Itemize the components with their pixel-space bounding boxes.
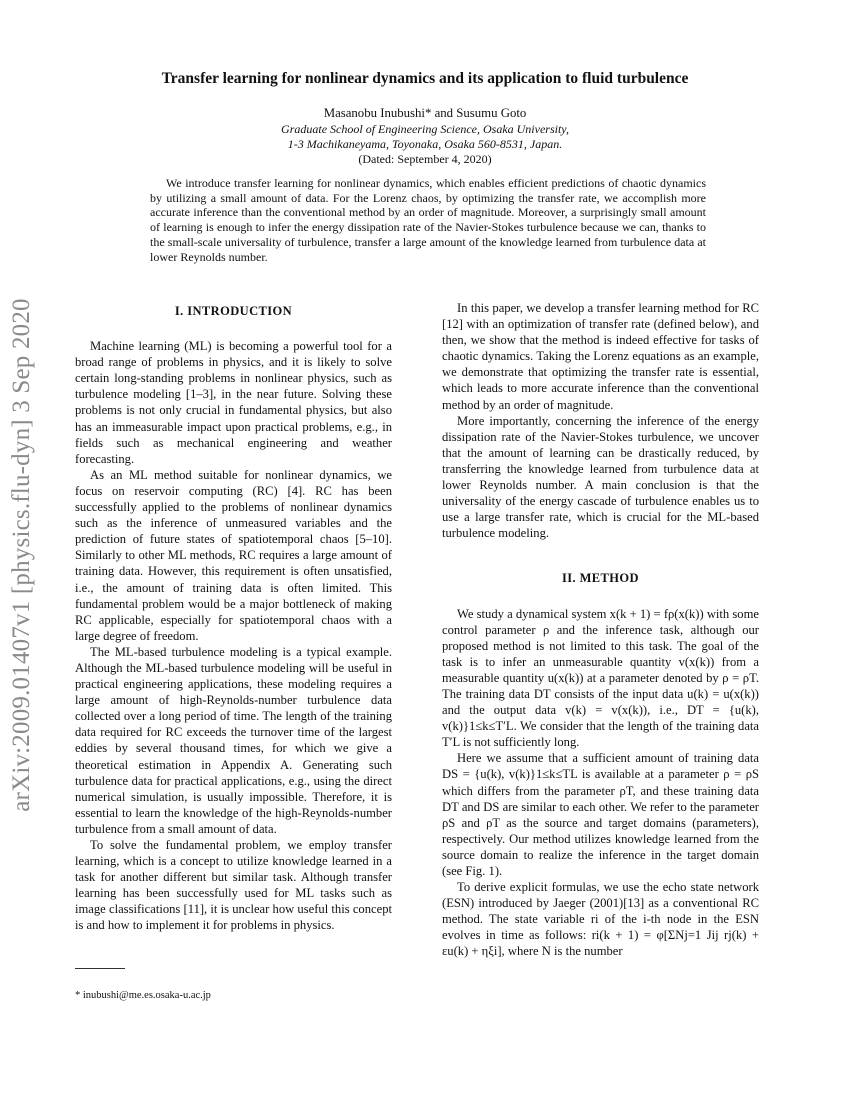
arxiv-id: arXiv:2009.01407v1 [physics.flu-dyn] 3 Sep 2020 [8, 298, 35, 812]
left-column [75, 300, 392, 934]
intro-paragraph: The ML-based turbulence modeling is a typical example. Although the ML-based turbulence modeling will be useful in practical engineering applications, these modeling requires a large amount of high-Reynolds-number turbulence data collected over a long period of time. The length of the training data required for RC exceeds the turnover time of the largest eddies by several thousand times, for which we give a theoretical estimation in Appendix A. Generating such turbulence data for practical applications, e.g., using the direct numerical simulation, is usually impossible. Therefore, it is essential to learn the knowledge of the high-Reynolds-number turbulence from a small amount of data. [75, 644, 392, 836]
intro-paragraph: More importantly, concerning the inference of the energy dissipation rate of the Navier-Stokes turbulence, we uncover that the amount of learning can be drastically reduced, by transferring the knowledge learned from turbulence data at lower Reynolds number. A main conclusion is that the universality of the energy cascade of turbulence enables us to use a large transfer rate, which is crucial for the ML-based turbulence modeling. [442, 413, 759, 541]
abstract: We introduce transfer learning for nonlinear dynamics, which enables efficient predictions of chaotic dynamics by utilizing a small amount of data. For the Lorenz chaos, by optimizing the transfer rate, we accomplish more accurate inference than the conventional method by an order of magnitude. Moreover, a surprisingly small amount of learning is enough to infer the energy dissipation rate of the Navier-Stokes turbulence because we can, thanks to the small-scale universality of turbulence, transfer a large amount of the knowledge learned from turbulence data at lower Reynolds number. [150, 176, 706, 264]
footnote-email: * inubushi@me.es.osaka-u.ac.jp [75, 990, 211, 1001]
affiliation-line-1: Graduate School of Engineering Science, Osaka University, [281, 122, 569, 136]
method-paragraph: We study a dynamical system x(k + 1) = fρ(x(k)) with some control parameter ρ and the inference task, although our proposed method is not limited to this task. The goal of the task is to infer an unmeasurable quantity v(x(k)) from a measurable quantity u(x(k)) at a parameter denoted by ρ = ρT. The training data DT consists of the input data u(k) = u(x(k)) and the output data v(k) = v(x(k)), i.e., DT = {u(k), v(k)}1≤k≤T′L. We consider that the length of the training data T′L is not sufficiently long. [442, 606, 759, 750]
intro-paragraph: Machine learning (ML) is becoming a powerful tool for a broad range of problems in physics, and it is likely to solve certain long-standing problems in nonlinear physics, such as turbulence modeling [1–3], in the near future. Solving these problems is not only crucial in fundamental physics, but also has an immeasurable impact upon practical problems, e.g., in fields such as mechanical engineering and weather forecasting. [75, 339, 392, 466]
footnote-rule [75, 968, 125, 969]
intro-paragraph: In this paper, we develop a transfer learning method for RC [12] with an optimization of transfer rate (defined below), and then, we show that the method is indeed effective for tasks of chaotic dynamics. Taking the Lorenz equations as an example, we demonstrate that optimizing the transfer rate is essential, which leads to more accurate inference than the conventional method by an order of magnitude. [442, 301, 759, 412]
arxiv-side-stamp [2, 235, 42, 875]
section-1-heading: I. INTRODUCTION [174, 304, 293, 318]
paper-title: Transfer learning for nonlinear dynamics and its application to fluid turbulence [161, 70, 689, 87]
intro-paragraph: To solve the fundamental problem, we employ transfer learning, which is a concept to utilize knowledge learned in a task for another different but similar task. Although transfer learning has been successfully used for ML tasks such as image classifications [11], it is unclear how useful this concept is and how to implement it for problems in physics. [75, 838, 392, 933]
intro-paragraph: As an ML method suitable for nonlinear dynamics, we focus on reservoir computing (RC) [4]. RC has been successfully applied to the problems of nonlinear dynamics such as the inference of unmeasured variables and the prediction of future states of spatiotemporal chaos [5–10]. Similarly to other ML methods, RC requires a large amount of training data. However, this requirement is often unsatisfied, i.e., the amount of training data is often limited. This fundamental problem would be a major bottleneck of making RC applicable, especially for spatiotemporal chaos with a large degree of freedom. [75, 467, 392, 643]
date-line: (Dated: September 4, 2020) [358, 152, 492, 166]
authors: Masanobu Inubushi* and Susumu Goto [323, 106, 527, 120]
section-2-heading: II. METHOD [562, 571, 639, 586]
right-column [442, 300, 759, 960]
method-paragraph: Here we assume that a sufficient amount of training data DS = {u(k), v(k)}1≤k≤TL is available at a parameter ρ = ρS which differs from the parameter ρT, and these training data DT and DS are similar to each other. We refer to the parameter ρS and ρT as the source and target domains (parameters), respectively. Our method utilizes knowledge learned from the source domain to realize the inference in the target domain (see Fig. 1). [442, 751, 759, 878]
method-paragraph: To derive explicit formulas, we use the echo state network (ESN) introduced by Jaeger (2001)[13] as a conventional RC method. The state variable ri of the i-th node in the ESN evolves in time as follows: ri(k + 1) = φ[ΣNj=1 Jij rj(k) + εu(k) + ηξi], where N is the number [442, 880, 759, 959]
affiliation-line-2: 1-3 Machikaneyama, Toyonaka, Osaka 560-8531, Japan. [287, 137, 563, 151]
